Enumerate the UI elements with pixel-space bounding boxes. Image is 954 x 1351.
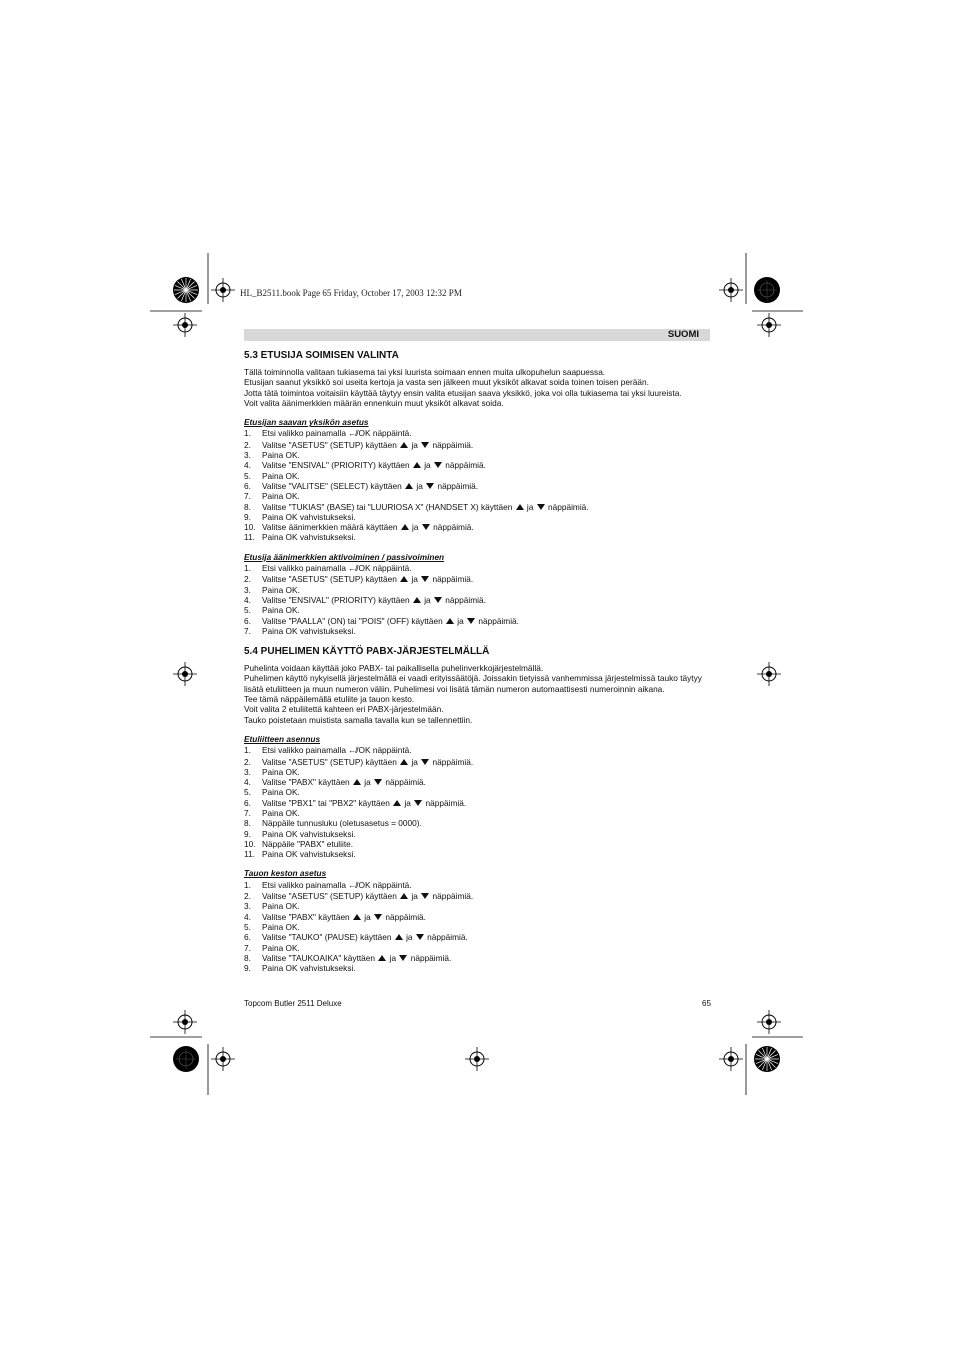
up-arrow-icon [413,597,421,603]
up-arrow-icon [378,955,386,961]
step-number: 4. [244,911,251,922]
step-text: Paina OK. [262,605,300,616]
step-number: 1. [244,563,251,574]
step-text: ja [414,480,426,491]
step-text: Etsi valikko painamalla [262,563,349,574]
step-text: Paina OK. [262,787,300,798]
step-item [244,626,710,636]
step-number: 8. [244,501,251,512]
step-text: ja [409,891,421,902]
step-item [244,440,710,450]
subsection-title: Etusija äänimerkkien aktivoiminen / passivoiminen [244,551,445,562]
step-text: Paina OK. [262,766,300,777]
step-item [244,767,710,777]
step-item [244,891,710,901]
down-arrow-icon [537,504,545,510]
up-arrow-icon [446,618,454,624]
step-number: 10. [244,838,256,849]
step-number: 5. [244,921,251,932]
step-text: ja [409,522,421,533]
step-text: näppäimiä. [476,615,519,626]
step-text: ja [409,439,421,450]
step-text: Valitse "TAUKO" (PAUSE) käyttäen [262,932,394,943]
step-list [244,428,710,542]
step-number: 7. [244,625,251,636]
step-number: 2. [244,891,251,902]
step-text: ja [409,756,421,767]
step-number: 3. [244,584,251,595]
step-text: Paina OK. [262,470,300,481]
paragraph: Puhelimen käyttö nykyisellä järjestelmällä ei vaadi erityissäätöjä. Joissakin tietyissä vanhemmissa järjestelmissä tauko täytyy lisätä etuliitteen ja muun numeron väliin. Puhelimesi voi lisätä tämän numeron automaattisesti numeroinnin aikana. [244,673,702,694]
step-text: Valitse "PABX" käyttäen [262,777,352,788]
down-arrow-icon [421,759,429,765]
step-item [244,777,710,787]
step-text: Valitse "ASETUS" (SETUP) käyttäen [262,574,400,585]
step-item [244,757,710,767]
up-arrow-icon [400,759,408,765]
section-5-4-intro [244,663,710,725]
section-5-4-title: 5.4 PUHELIMEN KÄYTTÖ PABX-JÄRJESTELMÄLLÄ [244,646,490,658]
step-item [244,616,710,626]
step-number: 9. [244,511,251,522]
step-text: näppäimiä. [545,501,589,512]
step-text: Valitse äänimerkkien määrä käyttäen [262,522,400,533]
step-number: 11. [244,532,255,543]
step-number: 9. [244,963,251,974]
step-item [244,574,710,584]
footer-product-name: Topcom Butler 2511 Deluxe [244,999,342,1008]
step-number: 4. [244,460,251,471]
step-text: näppäimiä. [430,891,474,902]
step-text: /OK näppäintä. [356,879,412,890]
step-text: Paina OK vahvistukseksi. [262,511,356,522]
step-text: Etsi valikko painamalla [262,745,349,756]
step-text: Valitse "PABX" käyttäen [262,911,352,922]
up-arrow-icon [401,524,409,530]
step-item [244,605,710,615]
down-arrow-icon [434,462,442,468]
step-number: 5. [244,605,251,616]
step-number: 2. [244,439,251,450]
step-text: ja [455,615,467,626]
step-text: Valitse "TAUKOAIKA" käyttäen [262,952,378,963]
step-text: näppäimiä. [408,952,452,963]
step-item [244,901,710,911]
paragraph: Tällä toiminnolla valitaan tukiasema tai yksi luurista soimaan ennen muita ulkopuhelun saapuessa. [244,367,606,377]
step-text: näppäimiä. [383,777,426,788]
down-arrow-icon [374,914,382,920]
step-text: näppäimiä. [430,574,474,585]
step-item [244,471,710,481]
menu-key-icon: ↚ [348,429,357,439]
step-item [244,829,710,839]
step-number: 6. [244,480,251,491]
step-number: 5. [244,470,251,481]
step-text: Valitse "PBX1" tai "PBX2" käyttäen [262,797,393,808]
step-list [244,563,710,636]
step-text: Paina OK. [262,942,300,953]
step-item [244,839,710,849]
down-arrow-icon [426,483,434,489]
step-number: 3. [244,901,251,912]
step-item [244,953,710,963]
up-arrow-icon [400,893,408,899]
step-item [244,922,710,932]
step-text: näppäimiä. [424,932,468,943]
step-text: näppäimiä. [430,439,474,450]
step-text: näppäimiä. [442,594,486,605]
section-5-3-title: 5.3 ETUSIJA SOIMISEN VALINTA [244,350,399,361]
step-number: 6. [244,797,251,808]
step-text: ja [409,574,421,585]
paragraph: Etusijan saanut yksikkö soi useita kertoja ja vasta sen jälkeen muut yksiköt alkavat soida toinen toisen perään. [244,377,649,388]
step-text: Paina OK. [262,584,300,595]
up-arrow-icon [405,483,413,489]
step-text: Etsi valikko painamalla [262,879,349,890]
step-text: näppäimiä. [430,756,474,767]
step-text: ja [524,501,536,512]
step-text: Valitse "PAALLA" (ON) tai "POIS" (OFF) käyttäen [262,615,445,626]
step-text: Valitse "ENSIVAL" (PRIORITY) käyttäen [262,594,412,605]
step-text: Paina OK. [262,450,300,461]
step-text: Paina OK vahvistukseksi. [262,963,356,974]
step-text: näppäimiä. [430,522,474,533]
step-item [244,428,710,439]
step-number: 8. [244,952,251,963]
step-number: 6. [244,932,251,943]
paragraph: Puhelinta voidaan käyttää joko PABX- tai paikallisella puhelinverkkojärjestelmällä. [244,663,544,674]
step-text: ja [421,594,433,605]
step-number: 1. [244,879,251,890]
step-item [244,745,710,756]
step-item [244,450,710,460]
paragraph: Voit valita 2 etuliitettä kahteen eri PABX-järjestelmään. [244,704,444,715]
step-text: /OK näppäintä. [356,745,412,756]
step-text: Näppäile "PABX" etuliite. [262,838,354,849]
step-item [244,512,710,522]
step-text: ja [421,460,433,471]
down-arrow-icon [434,597,442,603]
up-arrow-icon [353,914,361,920]
down-arrow-icon [422,524,430,530]
step-text: Valitse "TUKIAS" (BASE) tai "LUURIOSA X" (HANDSET X) käyttäen [262,501,515,512]
step-item [244,912,710,922]
step-text: Etsi valikko painamalla [262,428,349,439]
step-item [244,481,710,491]
paragraph: Tauko poistetaan muistista samalla tavalla kun se tallennettiin. [244,714,473,725]
step-number: 5. [244,787,251,798]
paragraph: Tee tämä näppäilemällä etuliite ja tauon kesto. [244,694,415,705]
step-item [244,932,710,942]
step-item [244,808,710,818]
step-number: 1. [244,428,251,439]
step-list [244,880,710,974]
step-text: ja [387,952,399,963]
step-item [244,963,710,973]
step-number: 7. [244,491,251,502]
down-arrow-icon [374,779,382,785]
down-arrow-icon [467,618,475,624]
step-item [244,798,710,808]
step-item [244,522,710,532]
step-text: Näppäile tunnusluku (oletusasetus = 0000). [262,818,422,829]
step-text: ja [403,932,415,943]
language-label: SUOMI [667,329,699,340]
step-text: Paina OK vahvistukseksi. [262,625,356,636]
step-item [244,502,710,512]
step-item [244,532,710,542]
step-text: Valitse "ENSIVAL" (PRIORITY) käyttäen [262,460,412,471]
step-text: ja [361,911,374,922]
subsection-title: Etuliitteen asennus [244,733,321,744]
paragraph: Jotta tätä toimintoa voitaisiin käyttää täytyy ensin valita etusijan saava yksikkö, joka voi olla tukiasema tai yksi luureista. [244,387,682,398]
step-text: /OK näppäintä. [356,563,412,574]
step-text: Paina OK. [262,807,300,818]
step-text: Paina OK. [262,491,300,502]
menu-key-icon: ↚ [348,746,357,756]
step-item [244,880,710,891]
step-text: /OK näppäintä. [356,428,412,439]
step-text: Paina OK vahvistukseksi. [262,849,356,860]
up-arrow-icon [516,504,524,510]
step-text: näppäimiä. [442,460,486,471]
down-arrow-icon [421,442,429,448]
step-item [244,585,710,595]
subsection-title: Etusijan saavan yksikön asetus [244,417,369,428]
step-text: Valitse "ASETUS" (SETUP) käyttäen [262,439,400,450]
step-text: näppäimiä. [383,911,426,922]
subsection-title: Tauon keston asetus [244,868,327,879]
step-number: 2. [244,756,251,767]
step-text: Paina OK. [262,921,300,932]
page-content [244,350,710,973]
step-item [244,491,710,501]
step-text: näppäimiä. [435,480,479,491]
step-text: Paina OK vahvistukseksi. [262,828,356,839]
down-arrow-icon [414,800,422,806]
step-number: 3. [244,450,251,461]
step-text: Paina OK. [262,901,300,912]
step-number: 11. [244,849,255,860]
step-number: 6. [244,615,251,626]
down-arrow-icon [416,934,424,940]
step-number: 4. [244,777,251,788]
step-item [244,787,710,797]
step-text: Valitse "ASETUS" (SETUP) käyttäen [262,891,400,902]
language-header-bar [244,329,710,341]
step-number: 7. [244,807,251,818]
step-item [244,849,710,859]
step-text: ja [402,797,414,808]
step-item [244,943,710,953]
up-arrow-icon [413,462,421,468]
step-item [244,460,710,470]
step-text: näppäimiä. [423,797,467,808]
menu-key-icon: ↚ [348,564,357,574]
up-arrow-icon [393,800,401,806]
step-number: 3. [244,766,251,777]
section-5-3-intro [244,367,710,408]
step-number: 10. [244,522,256,533]
step-number: 2. [244,574,251,585]
step-number: 1. [244,745,251,756]
menu-key-icon: ↚ [348,880,357,890]
step-text: Valitse "VALITSE" (SELECT) käyttäen [262,480,405,491]
step-text: Valitse "ASETUS" (SETUP) käyttäen [262,756,400,767]
step-number: 7. [244,942,251,953]
step-number: 9. [244,828,251,839]
up-arrow-icon [400,442,408,448]
step-item [244,818,710,828]
down-arrow-icon [399,955,407,961]
step-number: 8. [244,818,251,829]
step-text: Paina OK vahvistukseksi. [262,532,356,543]
up-arrow-icon [395,934,403,940]
paragraph: Voit valita äänimerkkien määrän ennenkuin muut yksiköt alkavat soida. [244,397,504,408]
up-arrow-icon [353,779,361,785]
file-info: HL_B2511.book Page 65 Friday, October 17, 2003 12:32 PM [240,288,462,298]
down-arrow-icon [421,893,429,899]
footer-page-number: 65 [702,999,711,1008]
down-arrow-icon [421,576,429,582]
step-list [244,745,710,859]
step-item [244,563,710,574]
step-text: ja [361,777,374,788]
up-arrow-icon [400,576,408,582]
step-number: 4. [244,594,251,605]
step-item [244,595,710,605]
